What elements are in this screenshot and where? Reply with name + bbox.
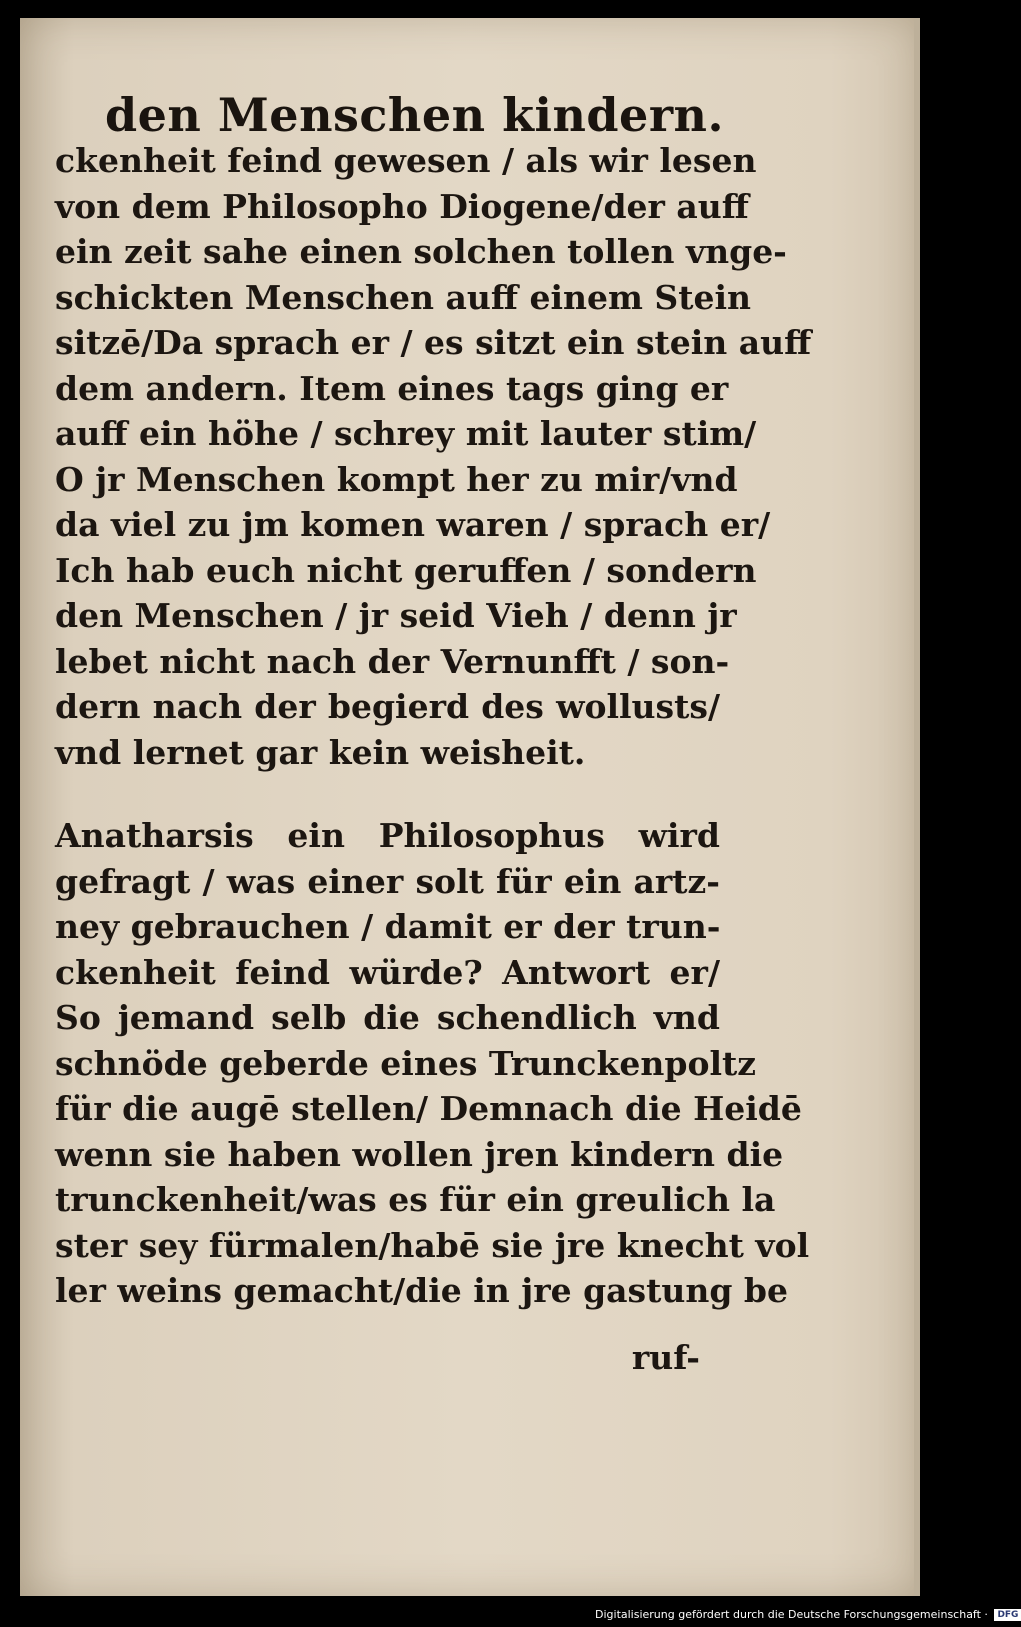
book-page: [20, 18, 920, 1596]
paragraph-2: [55, 813, 810, 1314]
footer-credit-text: Digitalisierung gefördert durch die Deutsche Forschungsgemeinschaft: [595, 1608, 981, 1621]
dfg-logo: DFG: [994, 1609, 1021, 1621]
text-line: wenn sie haben wollen jren kindern die: [55, 1134, 784, 1174]
text-line: ckenheit feind würde? Antwort er/: [55, 952, 720, 992]
text-line: ckenheit feind gewesen / als wir lesen: [55, 141, 757, 180]
text-line: Anatharsis ein Philosophus wird: [55, 816, 720, 855]
catchword: ruf-: [631, 1338, 700, 1377]
text-line: ster sey fürmalen/habē sie jre knecht vol: [55, 1225, 810, 1265]
text-line: dern nach der begierd des wollusts/: [55, 687, 720, 726]
text-line: schickten Menschen auff einem Stein: [55, 277, 752, 317]
text-line: auff ein höhe / schrey mit lauter stim/: [55, 414, 757, 453]
text-line: da viel zu jm komen waren / sprach er/: [55, 505, 771, 544]
text-line: ler weins gemacht/die in jre gastung be: [55, 1271, 788, 1310]
page-edge: [914, 18, 920, 1596]
text-line: vnd lernet gar kein weisheit.: [55, 732, 586, 772]
footer-credit: [595, 1608, 1021, 1621]
running-head: den Menschen kindern.: [105, 88, 725, 142]
text-line: trunckenheit/was es für ein greulich la: [55, 1180, 776, 1219]
text-line: O jr Menschen kompt her zu mir/vnd: [55, 459, 738, 499]
text-line: dem andern. Item eines tags ging er: [55, 368, 729, 408]
text-line: So jemand selb die schendlich vnd: [55, 998, 720, 1037]
text-line: ein zeit sahe einen solchen tollen vnge-: [55, 232, 787, 271]
text-line: von dem Philosopho Diogene/der auff: [55, 186, 749, 226]
text-line: Ich hab euch nicht geruffen / sondern: [55, 550, 757, 590]
text-line: den Menschen / jr seid Vieh / denn jr: [55, 596, 737, 635]
text-line: gefragt / was einer solt für ein artz-: [55, 861, 720, 901]
text-line: schnöde geberde eines Trunckenpoltz: [55, 1043, 756, 1083]
text-line: ney gebrauchen / damit er der trun-: [55, 907, 721, 946]
text-line: lebet nicht nach der Vernunfft / son-: [55, 641, 730, 681]
text-line: sitzē/Da sprach er / es sitzt ein stein auff: [55, 323, 812, 362]
text-line: für die augē stellen/ Demnach die Heidē: [55, 1089, 802, 1128]
footer-separator: ·: [980, 1608, 992, 1621]
paragraph-1: [55, 138, 812, 775]
